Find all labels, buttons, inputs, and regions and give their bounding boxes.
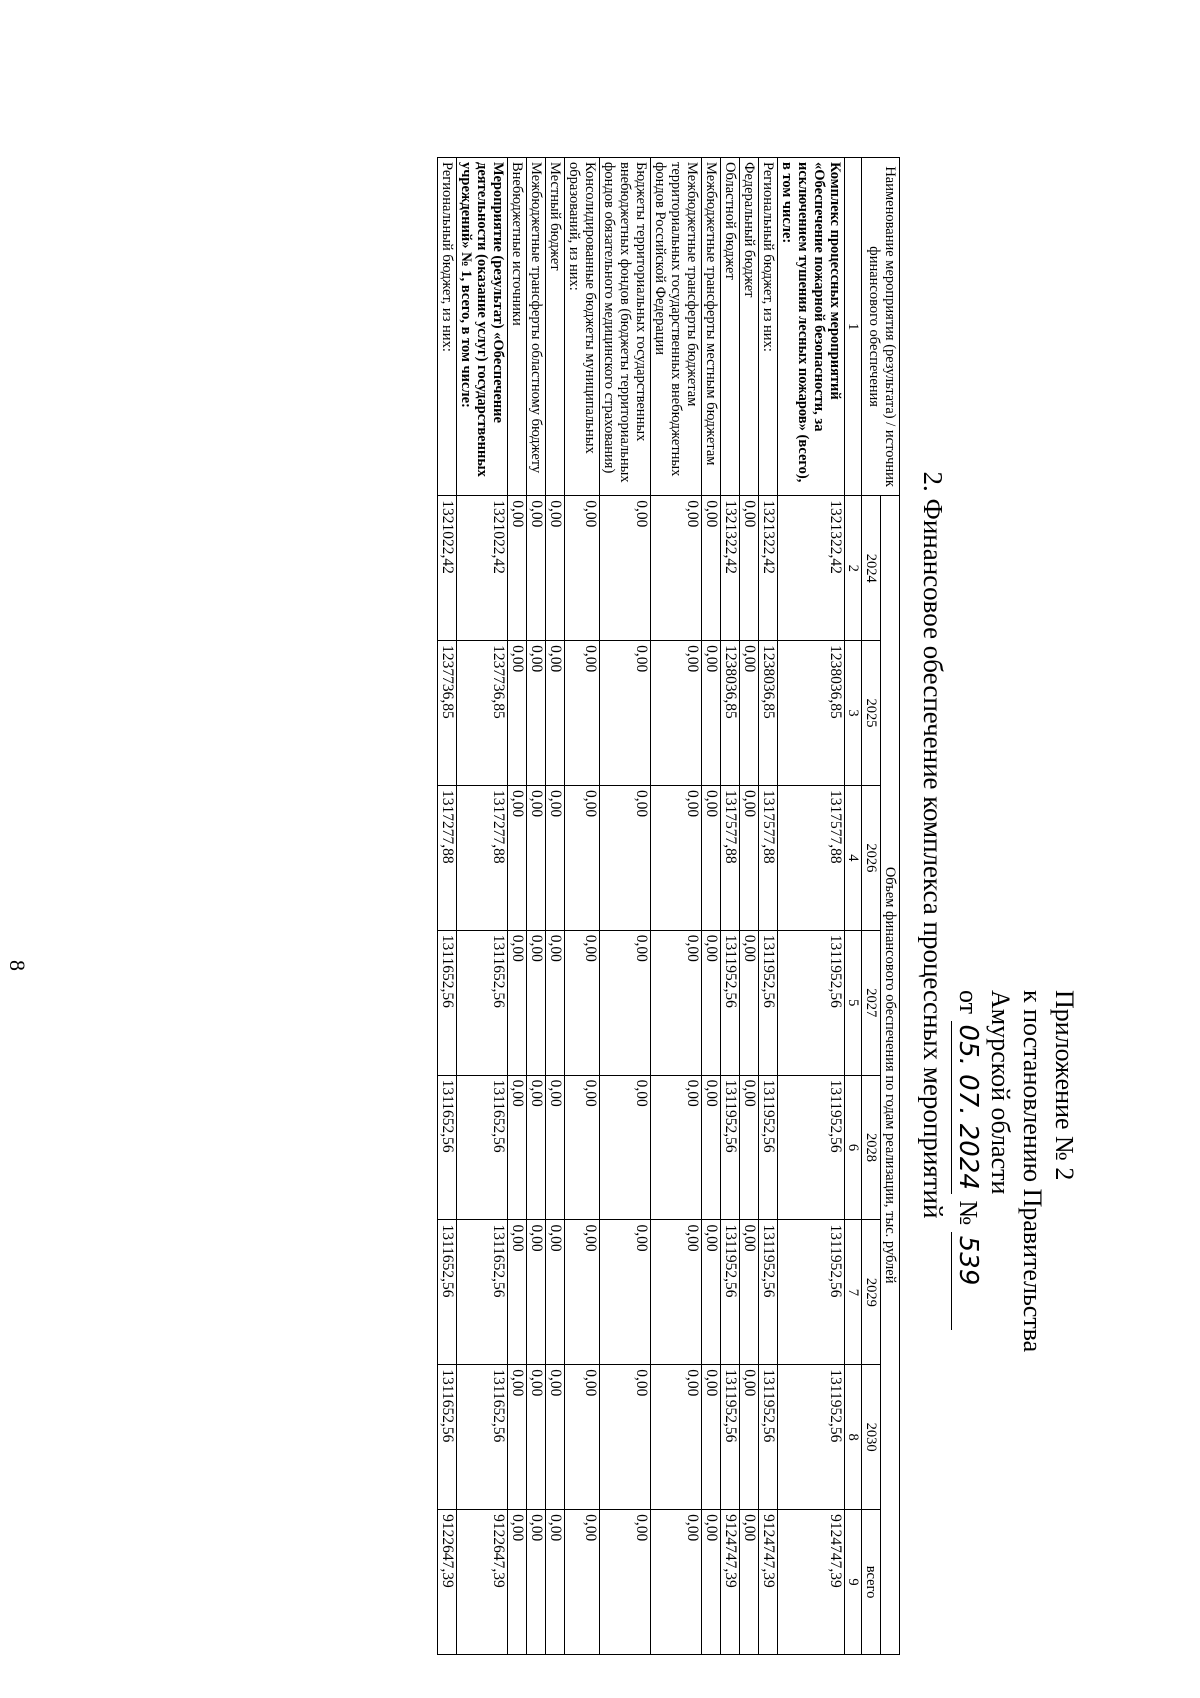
value-cell: 0,00 xyxy=(702,1510,721,1655)
value-cell: 0,00 xyxy=(546,1075,565,1220)
value-cell: 9124747,39 xyxy=(759,1510,778,1655)
value-cell: 0,00 xyxy=(546,1220,565,1365)
value-cell: 1321322,42 xyxy=(721,496,740,641)
value-cell: 0,00 xyxy=(565,1365,600,1510)
column-index: 9 xyxy=(845,1510,862,1655)
row-name-cell: Комплекс процессных мероприятий «Обеспечение пожарной безопасности, за исключением тушения лесных пожаров» (всего), в том числе: xyxy=(778,158,845,496)
row-name-cell: Межбюджетные трансферты бюджетам территориальных государственных внебюджетных фондов Российской Федерации xyxy=(651,158,702,496)
year-cell: 2026 xyxy=(862,785,881,930)
from-prefix: от xyxy=(954,990,983,1015)
value-cell: 0,00 xyxy=(651,930,702,1075)
number-sign: № xyxy=(954,1200,983,1226)
value-cell: 0,00 xyxy=(600,785,651,930)
value-cell: 0,00 xyxy=(651,785,702,930)
value-cell: 0,00 xyxy=(702,1365,721,1510)
value-cell: 1311952,56 xyxy=(721,1220,740,1365)
value-cell: 1311652,56 xyxy=(457,1075,508,1220)
appendix-line-3: Амурской области xyxy=(986,990,1015,1195)
value-cell: 1238036,85 xyxy=(721,641,740,786)
header-volume-cell: Объем финансового обеспечения по годам реализации, тыс. рублей xyxy=(881,496,900,1655)
value-cell: 0,00 xyxy=(565,496,600,641)
value-cell: 0,00 xyxy=(508,1510,527,1655)
appendix-line-1: Приложение № 2 xyxy=(1050,990,1079,1181)
table-row xyxy=(740,158,759,1655)
table-row xyxy=(600,158,651,1655)
table-row xyxy=(721,158,740,1655)
row-name-cell: Федеральный бюджет xyxy=(740,158,759,496)
value-cell: 1237736,85 xyxy=(438,641,457,786)
value-cell: 0,00 xyxy=(546,1365,565,1510)
value-cell: 0,00 xyxy=(600,641,651,786)
row-name-cell: Бюджеты территориальных государственных внебюджетных фондов (бюджеты территориальных фондов обязательного медицинского страхования) xyxy=(600,158,651,496)
value-cell: 0,00 xyxy=(527,785,546,930)
table-row xyxy=(457,158,508,1655)
value-cell: 0,00 xyxy=(527,1510,546,1655)
value-cell: 1317577,88 xyxy=(778,785,845,930)
value-cell: 1311652,56 xyxy=(457,930,508,1075)
value-cell: 0,00 xyxy=(651,496,702,641)
table-row xyxy=(759,158,778,1655)
value-cell: 0,00 xyxy=(651,1510,702,1655)
table-row xyxy=(702,158,721,1655)
column-index-row xyxy=(845,158,862,1655)
value-cell: 1317277,88 xyxy=(438,785,457,930)
value-cell: 0,00 xyxy=(600,496,651,641)
row-name-cell: Межбюджетные трансферты местным бюджетам xyxy=(702,158,721,496)
value-cell: 1311652,56 xyxy=(438,930,457,1075)
row-name-cell: Местный бюджет xyxy=(546,158,565,496)
header-row xyxy=(881,158,900,1655)
value-cell: 0,00 xyxy=(527,1365,546,1510)
year-cell: 2025 xyxy=(862,641,881,786)
header-name-cell: Наименование мероприятия (результата) / источник финансового обеспечения xyxy=(862,158,900,496)
financing-table xyxy=(437,157,900,1655)
value-cell: 0,00 xyxy=(740,1075,759,1220)
year-cell: 2030 xyxy=(862,1365,881,1510)
value-cell: 0,00 xyxy=(702,641,721,786)
value-cell: 9124747,39 xyxy=(721,1510,740,1655)
value-cell: 1311952,56 xyxy=(759,1075,778,1220)
value-cell: 9122647,39 xyxy=(457,1510,508,1655)
value-cell: 0,00 xyxy=(527,1075,546,1220)
value-cell: 1311652,56 xyxy=(457,1365,508,1510)
value-cell: 0,00 xyxy=(600,930,651,1075)
column-index: 6 xyxy=(845,1075,862,1220)
value-cell: 1238036,85 xyxy=(778,641,845,786)
value-cell: 1238036,85 xyxy=(759,641,778,786)
value-cell: 1237736,85 xyxy=(457,641,508,786)
column-index: 8 xyxy=(845,1365,862,1510)
row-name-cell: Консолидированные бюджеты муниципальных образований, из них: xyxy=(565,158,600,496)
column-index: 1 xyxy=(845,158,862,496)
value-cell: 0,00 xyxy=(508,785,527,930)
value-cell: 1311652,56 xyxy=(438,1220,457,1365)
value-cell: 0,00 xyxy=(546,641,565,786)
appendix-block xyxy=(951,990,1080,1510)
table-row xyxy=(546,158,565,1655)
row-name-cell: Мероприятие (результат) «Обеспечение деятельности (оказание услуг) государственных учреждений» № 1, всего, в том числе: xyxy=(457,158,508,496)
table-row xyxy=(508,158,527,1655)
value-cell: 0,00 xyxy=(508,930,527,1075)
value-cell: 0,00 xyxy=(508,641,527,786)
row-name-cell: Региональный бюджет, из них: xyxy=(759,158,778,496)
document-sheet xyxy=(390,45,1080,1645)
table-row xyxy=(527,158,546,1655)
year-cell: 2028 xyxy=(862,1075,881,1220)
handwritten-date: 05. 07. 2024 xyxy=(951,1021,984,1194)
value-cell: 0,00 xyxy=(565,1220,600,1365)
row-name-cell: Региональный бюджет, из них: xyxy=(438,158,457,496)
value-cell: 1317277,88 xyxy=(457,785,508,930)
value-cell: 0,00 xyxy=(565,641,600,786)
row-name-cell: Областной бюджет xyxy=(721,158,740,496)
year-cell: 2024 xyxy=(862,496,881,641)
value-cell: 0,00 xyxy=(702,1075,721,1220)
value-cell: 0,00 xyxy=(565,930,600,1075)
value-cell: 0,00 xyxy=(740,1365,759,1510)
value-cell: 1311952,56 xyxy=(778,1075,845,1220)
value-cell: 1311952,56 xyxy=(759,930,778,1075)
value-cell: 0,00 xyxy=(508,1220,527,1365)
value-cell: 0,00 xyxy=(651,1365,702,1510)
row-name-cell: Внебюджетные источники xyxy=(508,158,527,496)
value-cell: 9124747,39 xyxy=(778,1510,845,1655)
page-number: 8 xyxy=(5,960,30,971)
value-cell: 0,00 xyxy=(651,641,702,786)
value-cell: 0,00 xyxy=(508,1075,527,1220)
value-cell: 0,00 xyxy=(546,785,565,930)
value-cell: 1311952,56 xyxy=(721,1075,740,1220)
value-cell: 1311652,56 xyxy=(457,1220,508,1365)
section-title: 2. Финансовое обеспечение комплекса процессных мероприятий xyxy=(918,471,948,1219)
column-index: 4 xyxy=(845,785,862,930)
value-cell: 0,00 xyxy=(702,785,721,930)
column-index: 3 xyxy=(845,641,862,786)
value-cell: 0,00 xyxy=(546,930,565,1075)
row-name-cell: Межбюджетные трансферты областному бюджету xyxy=(527,158,546,496)
value-cell: 1311652,56 xyxy=(438,1075,457,1220)
value-cell: 0,00 xyxy=(508,1365,527,1510)
value-cell: 0,00 xyxy=(527,496,546,641)
value-cell: 0,00 xyxy=(546,1510,565,1655)
table-body xyxy=(438,158,862,1655)
value-cell: 0,00 xyxy=(565,1075,600,1220)
value-cell: 0,00 xyxy=(740,1510,759,1655)
value-cell: 1311652,56 xyxy=(438,1365,457,1510)
value-cell: 9122647,39 xyxy=(438,1510,457,1655)
table-row xyxy=(438,158,457,1655)
value-cell: 1311952,56 xyxy=(778,1220,845,1365)
value-cell: 0,00 xyxy=(740,1220,759,1365)
column-index: 5 xyxy=(845,930,862,1075)
year-cell: всего xyxy=(862,1510,881,1655)
value-cell: 1311952,56 xyxy=(721,930,740,1075)
value-cell: 1321322,42 xyxy=(778,496,845,641)
table-row xyxy=(651,158,702,1655)
value-cell: 1311952,56 xyxy=(778,930,845,1075)
value-cell: 1321322,42 xyxy=(759,496,778,641)
value-cell: 1321022,42 xyxy=(438,496,457,641)
year-cell: 2027 xyxy=(862,930,881,1075)
table-row xyxy=(778,158,845,1655)
value-cell: 0,00 xyxy=(600,1075,651,1220)
value-cell: 0,00 xyxy=(600,1365,651,1510)
value-cell: 1311952,56 xyxy=(759,1220,778,1365)
value-cell: 0,00 xyxy=(702,496,721,641)
value-cell: 0,00 xyxy=(600,1510,651,1655)
value-cell: 0,00 xyxy=(527,641,546,786)
table-row xyxy=(565,158,600,1655)
handwritten-number: 539 xyxy=(951,1232,984,1330)
value-cell: 0,00 xyxy=(740,785,759,930)
value-cell: 1317577,88 xyxy=(759,785,778,930)
value-cell: 1321022,42 xyxy=(457,496,508,641)
value-cell: 0,00 xyxy=(740,930,759,1075)
column-index: 7 xyxy=(845,1220,862,1365)
value-cell: 0,00 xyxy=(546,496,565,641)
value-cell: 0,00 xyxy=(565,785,600,930)
value-cell: 1311952,56 xyxy=(759,1365,778,1510)
value-cell: 0,00 xyxy=(527,1220,546,1365)
value-cell: 0,00 xyxy=(600,1220,651,1365)
value-cell: 0,00 xyxy=(527,930,546,1075)
value-cell: 0,00 xyxy=(702,1220,721,1365)
year-cell: 2029 xyxy=(862,1220,881,1365)
appendix-line-2: к постановлению Правительства xyxy=(1018,990,1047,1353)
value-cell: 0,00 xyxy=(702,930,721,1075)
value-cell: 1311952,56 xyxy=(778,1365,845,1510)
value-cell: 1311952,56 xyxy=(721,1365,740,1510)
appendix-date-line xyxy=(951,990,984,1510)
value-cell: 0,00 xyxy=(508,496,527,641)
value-cell: 0,00 xyxy=(565,1510,600,1655)
value-cell: 0,00 xyxy=(651,1075,702,1220)
value-cell: 0,00 xyxy=(651,1220,702,1365)
value-cell: 0,00 xyxy=(740,496,759,641)
column-index: 2 xyxy=(845,496,862,641)
value-cell: 1317577,88 xyxy=(721,785,740,930)
value-cell: 0,00 xyxy=(740,641,759,786)
